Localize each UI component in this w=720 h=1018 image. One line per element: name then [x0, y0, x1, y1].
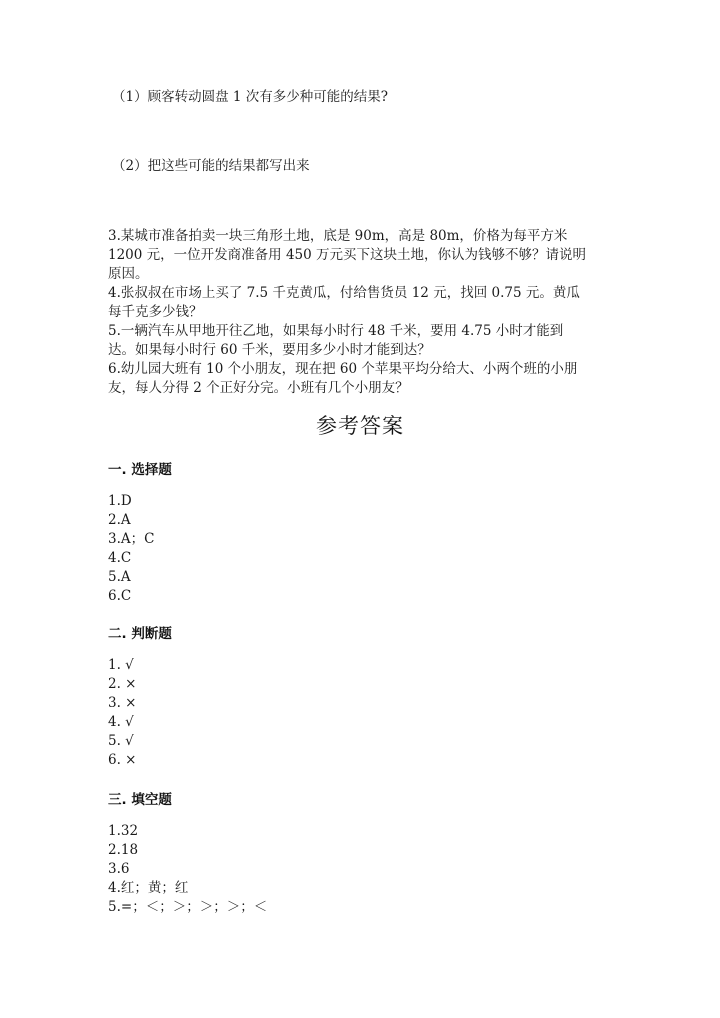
- answer-item: 3. ×: [108, 695, 137, 711]
- problem-6-line: 6.幼儿园大班有 10 个小朋友，现在把 60 个苹果平均分给大、小两个班的小朋: [108, 361, 578, 377]
- problem-4-line: 4.张叔叔在市场上买了 7.5 千克黄瓜，付给售货员 12 元，找回 0.75 元。黄瓜: [108, 285, 580, 301]
- problem-3-line: 1200 元，一位开发商准备用 450 万元买下这块土地，你认为钱够不够？请说明: [108, 247, 586, 263]
- answer-item: 6. ×: [108, 752, 137, 768]
- section-heading-true-false: 二. 判断题: [108, 626, 172, 642]
- answer-item: 5. √: [108, 733, 134, 749]
- section-heading-multiple-choice: 一. 选择题: [108, 462, 172, 478]
- answer-item: 5.A: [108, 569, 131, 585]
- problem-5-line: 5.一辆汽车从甲地开往乙地，如果每小时行 48 千米，要用 4.75 小时才能到: [108, 323, 564, 339]
- sub-question-2: （2）把这些可能的结果都写出来: [112, 158, 310, 174]
- answer-item: 4.C: [108, 550, 132, 566]
- answer-item: 2.18: [108, 842, 139, 858]
- answer-item: 1. √: [108, 657, 134, 673]
- problem-6-line: 友，每人分得 2 个正好分完。小班有几个小朋友？: [108, 380, 409, 396]
- answer-item: 5.=；＜；＞；＞；＞；＜: [108, 899, 268, 915]
- answer-key-title: 参考答案: [316, 414, 404, 438]
- problem-3-line: 原因。: [108, 266, 149, 282]
- problem-4-line: 每千克多少钱？: [108, 304, 203, 320]
- sub-question-1: （1）顾客转动圆盘 1 次有多少种可能的结果?: [112, 89, 388, 105]
- answer-item: 2.A: [108, 512, 131, 528]
- answer-item: 6.C: [108, 588, 132, 604]
- answer-item: 3.6: [108, 861, 130, 877]
- problem-5-line: 达。如果每小时行 60 千米，要用多少小时才能到达？: [108, 342, 431, 358]
- section-heading-fill-in-blank: 三. 填空题: [108, 792, 172, 808]
- answer-item: 3.A；C: [108, 531, 155, 547]
- answer-item: 4.红；黄；红: [108, 880, 189, 896]
- answer-item: 1.D: [108, 493, 132, 509]
- answer-item: 1.32: [108, 823, 139, 839]
- answer-item: 2. ×: [108, 676, 137, 692]
- problem-3-line: 3.某城市准备拍卖一块三角形土地，底是 90m，高是 80m，价格为每平方米: [108, 228, 568, 244]
- answer-item: 4. √: [108, 714, 134, 730]
